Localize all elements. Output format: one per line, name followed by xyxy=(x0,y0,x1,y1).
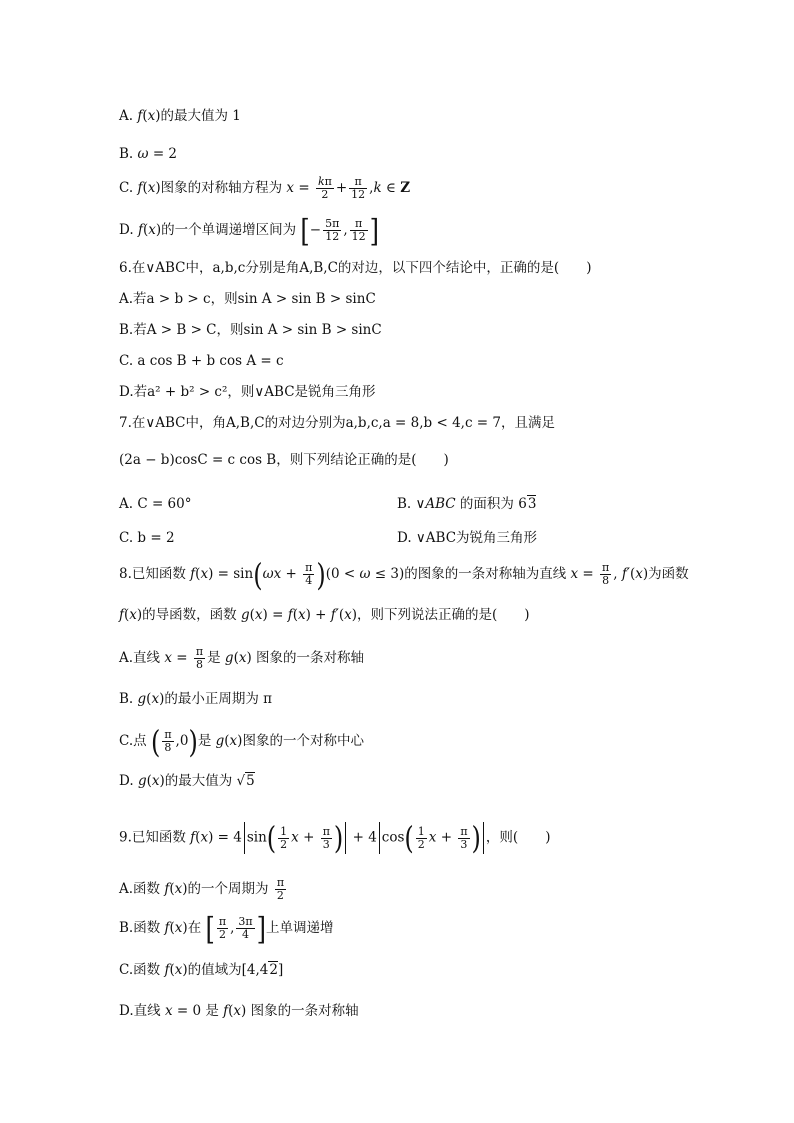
q5-option-a: A. f(x)的最大值为 1 xyxy=(119,108,241,124)
q6-stem: 6.在∨ABC中，a,b,c分别是角A,B,C的对边，以下四个结论中，正确的是( ) xyxy=(119,260,592,276)
q7-option-d: D. ∨ABC为锐角三角形 xyxy=(397,530,538,546)
q9-option-a: A.函数 f(x)的一个周期为 $\frac{\pi}{2}$ xyxy=(119,876,285,902)
q8-option-c: C.点 ( $\frac{\pi}{8}$ ,0)是 g(x)图象的一个对称中心 xyxy=(119,723,364,760)
q8-option-b: B. g(x)的最小正周期为 π xyxy=(119,691,273,707)
q9-option-b: B.函数 f(x)在 [ $\frac{\pi}{2}$ , $\frac{3\pi}{4}$ ]上单调递增 xyxy=(119,910,334,947)
q7-stem-line1: 7.在∨ABC中，角A,B,C的对边分别为a,b,c,a = 8,b < 4,c = 7，且满足 xyxy=(119,415,556,431)
q8-stem-line1: 8.已知函数 f(x) = sin(ωx + $\frac{\pi}{4}$ )(0 < ω ≤ 3)的图象的一条对称轴为直线 x = $\frac{\pi}{8}$ , f′(x)为函数 xyxy=(119,556,689,593)
q6-option-d: D.若a² + b² > c²，则∨ABC是锐角三角形 xyxy=(119,384,376,400)
q9-stem: 9.已知函数 f(x) = 4 sin( $\frac{1}{2}$ x + $\frac{\pi}{3}$ ) + 4 cos( $\frac{1}{2}$ x + $\frac{\pi}{3}$ ) ，则( ) xyxy=(119,819,551,857)
q6-option-c: C. a cos B + b cos A = c xyxy=(119,353,284,369)
q8-option-a: A.直线 x = $\frac{\pi}{8}$ 是 g(x) 图象的一条对称轴 xyxy=(119,645,365,671)
q7-option-b: B. ∨ABC 的面积为 63 xyxy=(397,496,537,512)
q9-option-c: C.函数 f(x)的值域为[4,42] xyxy=(119,962,284,978)
q6-option-b: B.若A > B > C，则sin A > sin B > sinC xyxy=(119,322,382,338)
q6-option-a: A.若a > b > c，则sin A > sin B > sinC xyxy=(119,291,376,307)
q8-stem-line2: f(x)的导函数，函数 g(x) = f(x) + f′(x)，则下列说法正确的是( ) xyxy=(119,607,530,623)
q8-option-d: D. g(x)的最大值为 √5 xyxy=(119,773,255,789)
q7-option-a: A. C = 60° xyxy=(119,496,192,512)
q5-option-d: D. f(x)的一个单调递增区间为 [− $\frac{5\pi}{12}$ , $\frac{\pi}{12}$ ] xyxy=(119,212,379,249)
q5-option-c: C. f(x)图象的对称轴方程为 x = $\frac{k\pi}{2}$ + $\frac{\pi}{12}$ ,k ∈ Z xyxy=(119,175,411,201)
q7-option-c: C. b = 2 xyxy=(119,530,175,546)
q9-option-d: D.直线 x = 0 是 f(x) 图象的一条对称轴 xyxy=(119,1003,359,1019)
q5-option-b: B. ω = 2 xyxy=(119,146,178,162)
q7-stem-line2: (2a − b)cosC = c cos B，则下列结论正确的是( ) xyxy=(119,452,449,468)
